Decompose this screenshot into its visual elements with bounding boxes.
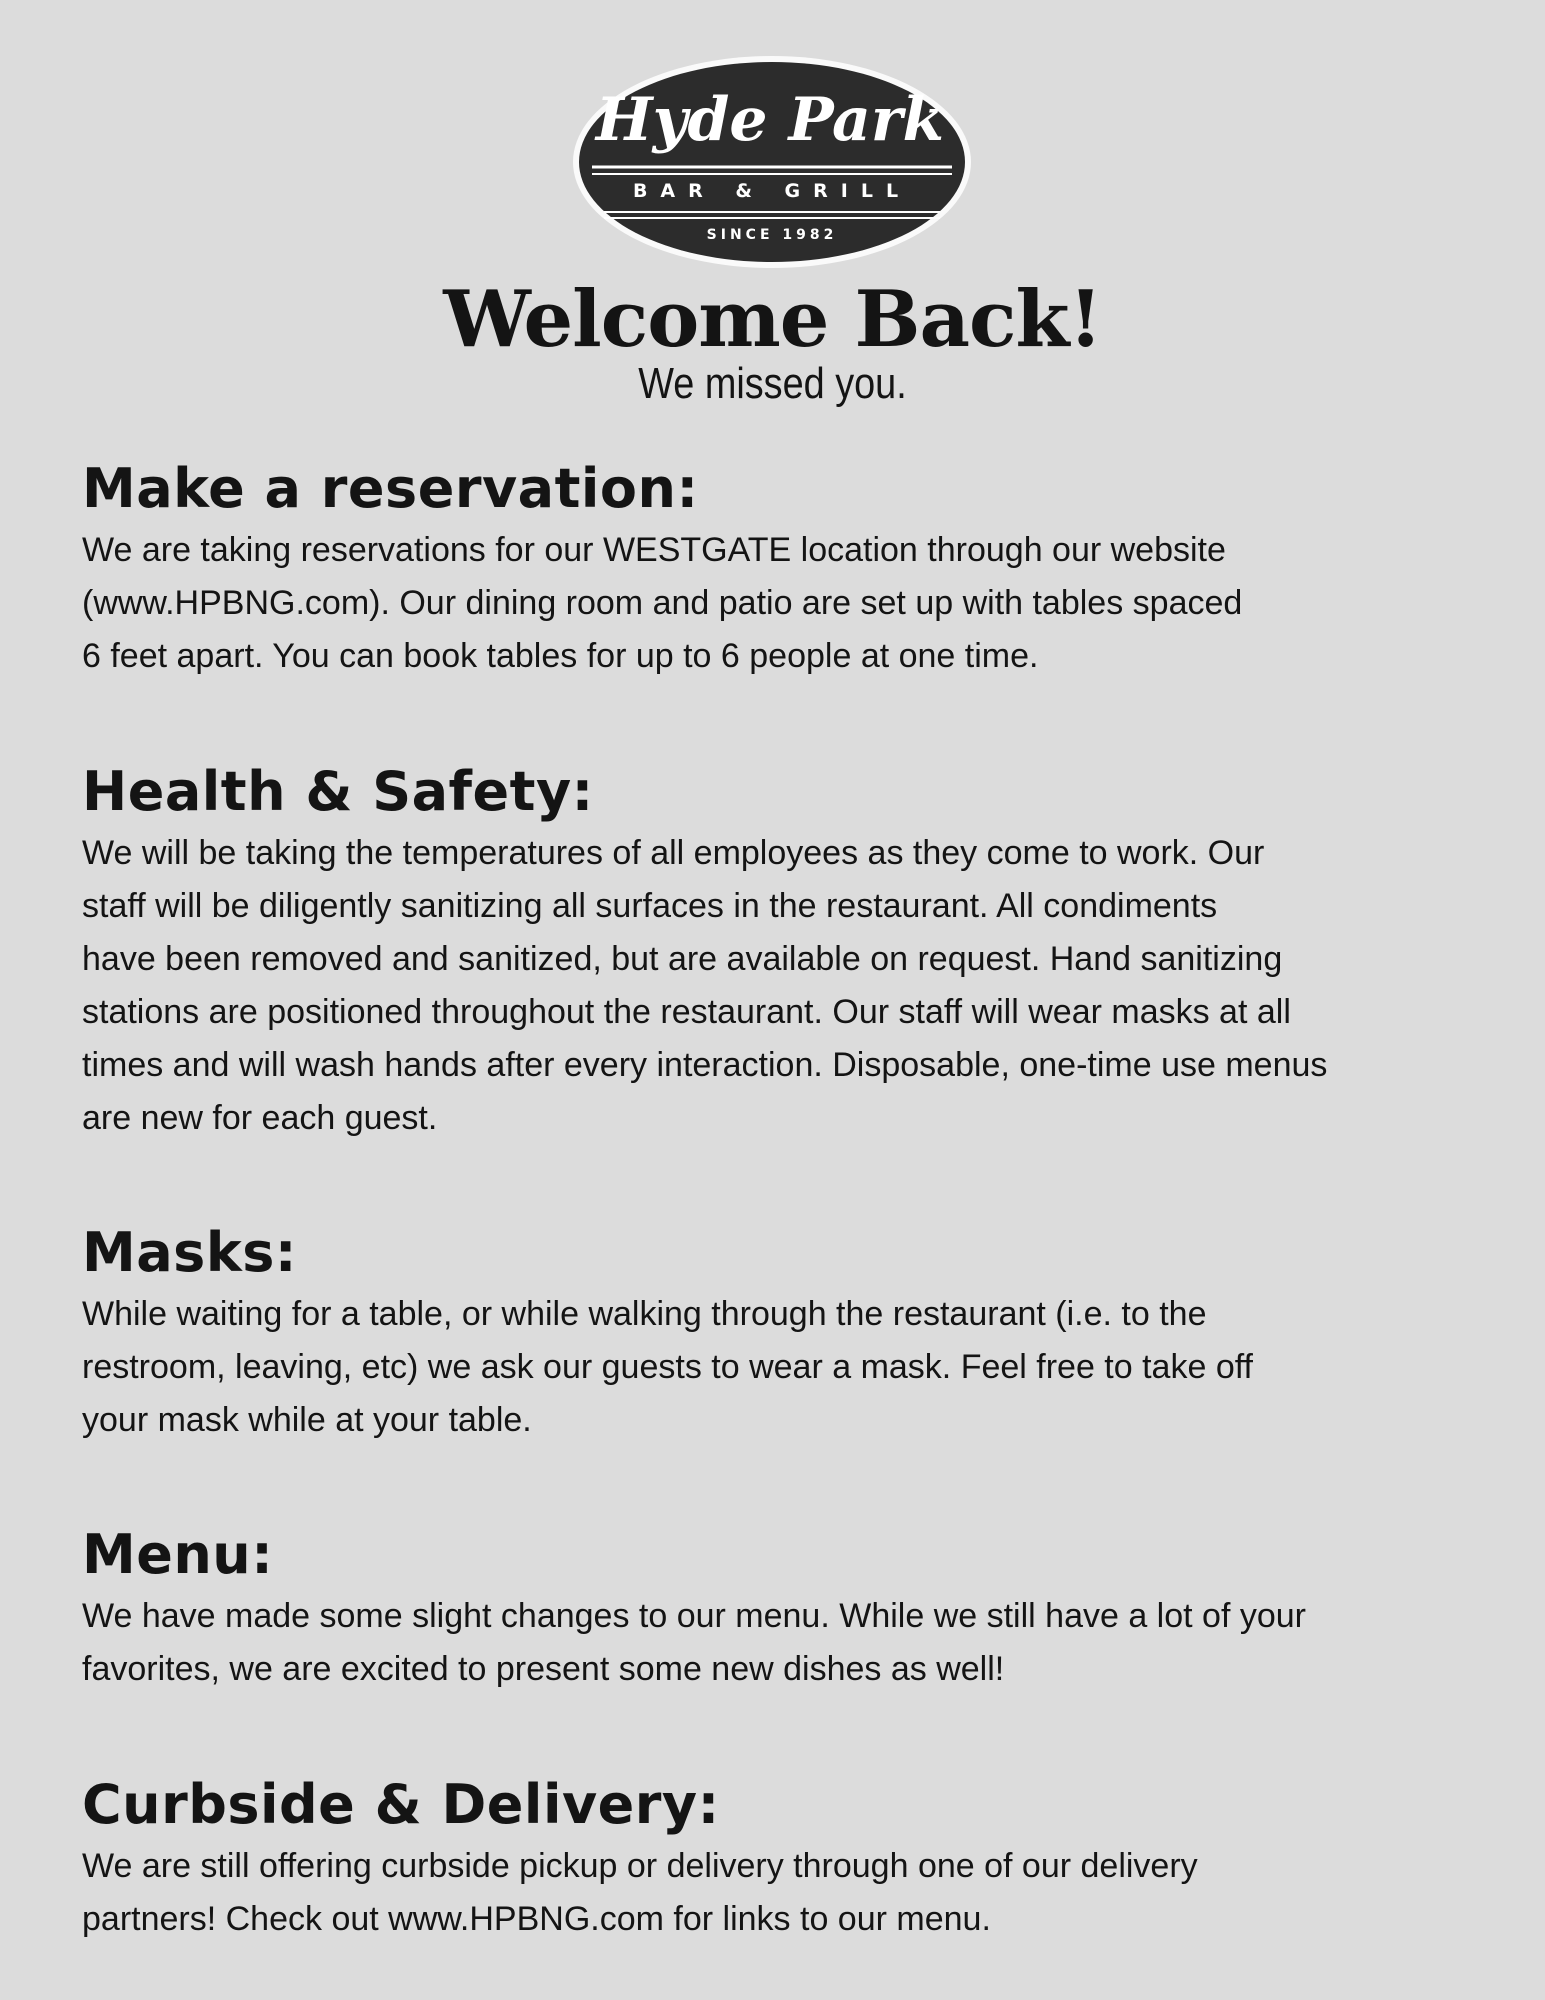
section-health-safety	[82, 757, 1482, 1145]
logo-name: Hyde Park	[595, 85, 945, 155]
logo-tagline: BAR & GRILL	[632, 180, 912, 202]
section-heading: Masks:	[82, 1221, 297, 1284]
section-body: We are still offering curbside pickup or delivery through one of our delivery partners! Check out www.HPBNG.com for links to our menu.	[82, 1847, 1198, 1938]
hyde-park-logo	[570, 52, 974, 272]
section-masks	[82, 1218, 1482, 1447]
section-curbside-delivery	[82, 1770, 1482, 1946]
section-body: We have made some slight changes to our menu. While we still have a lot of your favorites, we are excited to present some new dishes as well!	[82, 1597, 1306, 1688]
section-reservation	[82, 454, 1482, 683]
section-heading: Menu:	[82, 1523, 274, 1586]
section-menu	[82, 1520, 1482, 1696]
section-body: We are taking reservations for our WESTGATE location through our website (www.HPBNG.com). Our dining room and patio are set up with tables spaced 6 feet apart. You can book tables for up to 6 people at one time.	[82, 531, 1243, 675]
section-heading: Health & Safety:	[82, 760, 594, 823]
section-heading: Make a reservation:	[82, 457, 699, 520]
section-heading: Curbside & Delivery:	[82, 1773, 720, 1836]
logo-since: SINCE 1982	[706, 227, 838, 243]
page-subtitle: We missed you.	[638, 359, 907, 408]
section-body: While waiting for a table, or while walking through the restaurant (i.e. to the restroom, leaving, etc) we ask our guests to wear a mask. Feel free to take off your mask while at your table.	[82, 1295, 1254, 1439]
page-title: Welcome Back!	[443, 274, 1102, 365]
section-body: We will be taking the temperatures of all employees as they come to work. Our staff will be diligently sanitizing all surfaces in the restaurant. All condiments have been removed and sanitized, but are available on request. Hand sanitizing stations are positioned throughout the restaurant. Our staff will wear masks at all times and will wash hands after every interaction. Disposable, one-time use menus are new for each guest.	[82, 834, 1328, 1137]
